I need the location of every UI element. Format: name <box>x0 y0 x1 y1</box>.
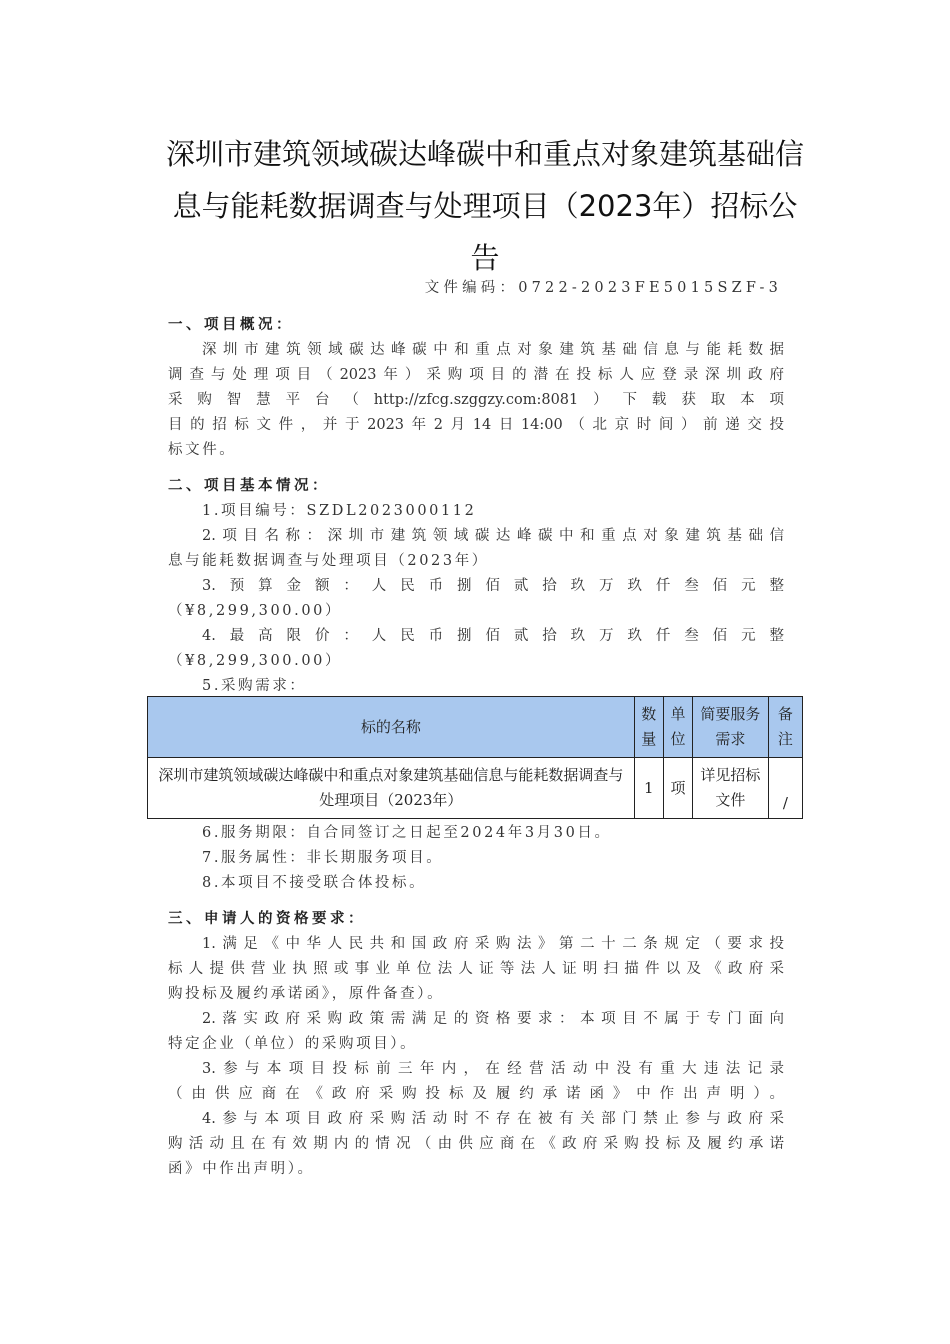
paragraph-line: 1.满足《中华人民共和国政府采购法》第二十二条规定（要求投 <box>202 936 784 952</box>
paragraph-line: 标人提供营业执照或事业单位法人证等法人证明扫描件以及《政府采 <box>168 961 784 977</box>
column-header: 单位 <box>663 697 692 758</box>
section-heading: 三、申请人的资格要求： <box>168 911 366 927</box>
paragraph-line: 2.项目名称：深圳市建筑领域碳达峰碳中和重点对象建筑基础信 <box>202 528 784 544</box>
paragraph-line: 7.服务属性：非长期服务项目。 <box>202 850 444 866</box>
procurement-requirements-table <box>147 696 803 819</box>
title-line: 告 <box>470 241 500 275</box>
paragraph-line: 4.最高限价：人民币捌佰贰拾玖万玖仟叁佰元整 <box>202 628 784 644</box>
table-cell: 详见招标文件 <box>693 758 769 819</box>
paragraph-line: 3.预算金额：人民币捌佰贰拾玖万玖仟叁佰元整 <box>202 578 784 594</box>
paragraph-line: （¥8,299,300.00） <box>168 603 343 619</box>
paragraph-line: 购活动且在有效期内的情况（由供应商在《政府采购投标及履约承诺 <box>168 1136 784 1152</box>
paragraph-line: 息与能耗数据调查与处理项目（2023年） <box>168 553 489 569</box>
paragraph-line: 6.服务期限：自合同签订之日起至2024年3月30日。 <box>202 825 612 841</box>
paragraph-line: 调查与处理项目（2023年）采购项目的潜在投标人应登录深圳政府 <box>168 367 784 383</box>
title-line: 息与能耗数据调查与处理项目（2023年）招标公 <box>172 189 798 223</box>
paragraph-line: 标文件。 <box>168 442 237 458</box>
paragraph-line: 采购智慧平台（http://zfcg.szggzy.com:8081）下载获取本项 <box>168 392 784 408</box>
paragraph-line: 特定企业（单位）的采购项目）。 <box>168 1036 418 1052</box>
paragraph-line: 3.参与本项目投标前三年内，在经营活动中没有重大违法记录 <box>202 1061 784 1077</box>
table-cell: / <box>768 758 802 819</box>
column-header: 标的名称 <box>148 697 635 758</box>
section-qualifications <box>168 907 784 1182</box>
paragraph-line: 函》中作出声明）。 <box>168 1161 315 1177</box>
paragraph-line: 目的招标文件，并于2023年2月14日14:00（北京时间）前递交投 <box>168 417 784 433</box>
section-basic-info-continued <box>168 821 784 896</box>
paragraph-line: （由供应商在《政府采购投标及履约承诺函》中作出声明）。 <box>168 1086 784 1102</box>
paragraph-line: 8.本项目不接受联合体投标。 <box>202 875 427 891</box>
table-cell: 项 <box>663 758 692 819</box>
section-heading: 一、项目概况： <box>168 317 294 333</box>
section-project-overview <box>168 313 784 463</box>
page-title <box>150 128 820 284</box>
table-row <box>148 758 803 819</box>
paragraph-line: 深圳市建筑领域碳达峰碳中和重点对象建筑基础信息与能耗数据 <box>202 342 784 358</box>
document-number: 文件编码：0722-2023FE5015SZF-3 <box>424 280 782 296</box>
paragraph-line: 1.项目编号：SZDL2023000112 <box>202 503 477 519</box>
table-cell: 深圳市建筑领域碳达峰碳中和重点对象建筑基础信息与能耗数据调查与处理项目（2023年） <box>148 758 635 819</box>
column-header: 简要服务需求 <box>693 697 769 758</box>
table-cell: 1 <box>634 758 663 819</box>
paragraph-line: 5.采购需求： <box>202 678 307 694</box>
paragraph-line: 2.落实政府采购政策需满足的资格要求：本项目不属于专门面向 <box>202 1011 784 1027</box>
column-header: 数量 <box>634 697 663 758</box>
column-header: 备注 <box>768 697 802 758</box>
section-heading: 二、项目基本情况： <box>168 478 330 494</box>
section-basic-info <box>168 474 784 699</box>
table-header-row <box>148 697 803 758</box>
paragraph-line: （¥8,299,300.00） <box>168 653 343 669</box>
paragraph-line: 购投标及履约承诺函》，原件备查）。 <box>168 986 445 1002</box>
paragraph-line: 4.参与本项目政府采购活动时不存在被有关部门禁止参与政府采 <box>202 1111 784 1127</box>
title-line: 深圳市建筑领域碳达峰碳中和重点对象建筑基础信 <box>165 137 804 171</box>
